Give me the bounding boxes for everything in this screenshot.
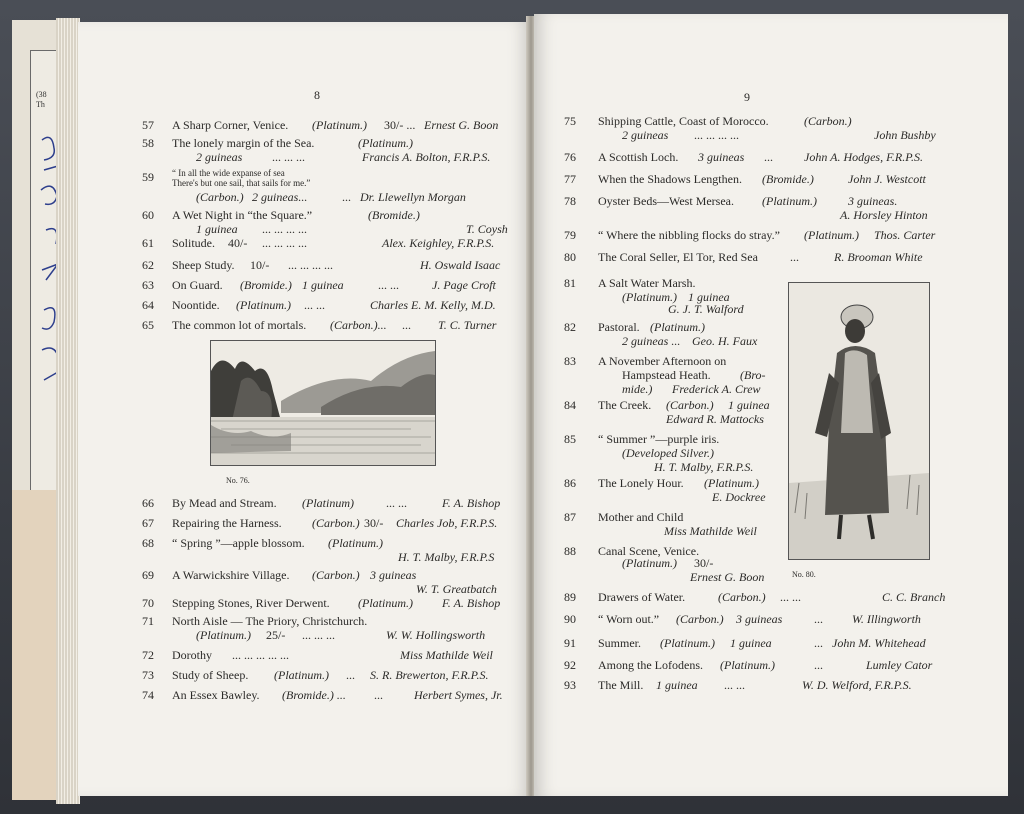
entry-title: Repairing the Harness. xyxy=(172,516,282,530)
entry-price: 1 guinea xyxy=(728,398,770,412)
entry-number: 86 xyxy=(564,476,576,490)
entry-leader: ... ... ... ... xyxy=(288,258,333,272)
entry-process: (Platinum.) xyxy=(358,136,413,150)
entry-leader: ... xyxy=(790,250,799,264)
entry-leader: ... xyxy=(374,688,383,702)
entry-number: 63 xyxy=(142,278,154,292)
entry-title: A Scottish Loch. xyxy=(598,150,679,164)
entry-author: Frederick A. Crew xyxy=(672,382,761,396)
entry-price: 2 guineas... xyxy=(252,190,308,204)
entry-number: 93 xyxy=(564,678,576,692)
entry-title: A Warwickshire Village. xyxy=(172,568,290,582)
entry-author: Alex. Keighley, F.R.P.S. xyxy=(382,236,495,250)
entry-author: John J. Westcott xyxy=(848,172,926,186)
entry-title: Among the Lofodens. xyxy=(598,658,703,672)
entry-price: 30/- ... xyxy=(384,118,416,132)
entry-process: (Platinum) xyxy=(302,496,354,510)
entry-author: H. Oswald Isaac xyxy=(420,258,501,272)
entry-author: Dr. Llewellyn Morgan xyxy=(360,190,466,204)
entry-leader: ... ... xyxy=(780,590,801,604)
entry-title: “ Spring ”—apple blossom. xyxy=(172,536,305,550)
entry-title: The Mill. xyxy=(598,678,644,692)
entry-price: 3 guineas xyxy=(736,612,783,626)
entry-author: Charles Job, F.R.P.S. xyxy=(396,516,498,530)
entry-process: (Bromide.) xyxy=(368,208,420,222)
catalog-entry xyxy=(564,544,804,586)
entry-number: 87 xyxy=(564,510,576,524)
entry-process: (Bromide.) xyxy=(762,172,814,186)
figure-illustration xyxy=(789,283,929,559)
entry-author: W. W. Hollingsworth xyxy=(386,628,486,642)
entry-title: The lonely margin of the Sea. xyxy=(172,136,315,150)
entry-number: 68 xyxy=(142,536,154,550)
entry-title: Pastoral. xyxy=(598,320,640,334)
entry-title-line2: There's but one sail, that sails for me.” xyxy=(172,178,311,188)
entry-process: (Bromide.) ... xyxy=(282,688,346,702)
entry-number: 88 xyxy=(564,544,576,558)
entry-number: 70 xyxy=(142,596,154,610)
entry-title: A Sharp Corner, Venice. xyxy=(172,118,289,132)
entry-price: 2 guineas ... xyxy=(622,334,681,348)
entry-number: 92 xyxy=(564,658,576,672)
entry-author: R. Brooman White xyxy=(834,250,923,264)
entry-process: (Platinum.) xyxy=(650,320,705,334)
entry-number: 71 xyxy=(142,614,154,628)
engraving-lake-landscape xyxy=(210,340,436,466)
entry-title: When the Shadows Lengthen. xyxy=(598,172,742,186)
entry-price: 2 guineas xyxy=(622,128,669,142)
catalog-entry xyxy=(142,568,522,596)
entry-title: Mother and Child xyxy=(598,510,684,524)
entry-leader: ... ... ... ... ... xyxy=(232,648,289,662)
entry-leader: ... ... ... ... xyxy=(694,128,739,142)
entry-number: 81 xyxy=(564,276,576,290)
entry-process: (Carbon.) xyxy=(312,568,360,582)
entry-author: W. D. Welford, F.R.P.S. xyxy=(802,678,912,692)
entry-leader: ... xyxy=(814,636,823,650)
entry-title: The Creek. xyxy=(598,398,652,412)
entry-leader: ... ... ... xyxy=(302,628,335,642)
entry-price: 1 guinea xyxy=(656,678,698,692)
entry-title: Oyster Beds—West Mersea. xyxy=(598,194,735,208)
entry-author: Lumley Cator xyxy=(866,658,933,672)
entry-number: 67 xyxy=(142,516,154,530)
entry-process: (Platinum.) xyxy=(236,298,291,312)
entry-process: (Carbon.) xyxy=(718,590,766,604)
entry-process-cont: mide.) xyxy=(622,382,653,396)
entry-process: (Bromide.) xyxy=(240,278,292,292)
entry-leader: ... ... ... ... xyxy=(262,222,307,236)
entry-number: 77 xyxy=(564,172,576,186)
entry-title: “ Worn out.” xyxy=(598,612,660,626)
left-page xyxy=(78,22,530,796)
entry-author: Ernest G. Boon xyxy=(690,570,765,584)
entry-number: 85 xyxy=(564,432,576,446)
lake-illustration xyxy=(211,341,435,465)
page-number: 9 xyxy=(744,90,750,104)
slip-label xyxy=(36,90,47,110)
catalog-entry xyxy=(564,432,804,474)
entry-title: A Salt Water Marsh. xyxy=(598,276,696,290)
entry-process: (Platinum.) xyxy=(804,228,859,242)
entry-author: H. T. Malby, F.R.P.S. xyxy=(654,460,754,474)
entry-title: The Lonely Hour. xyxy=(598,476,684,490)
entry-process: (Carbon.)... xyxy=(330,318,387,332)
page-number: 8 xyxy=(314,88,320,102)
entry-process: (Platinum.) xyxy=(720,658,775,672)
entry-title: North Aisle — The Priory, Christchurch. xyxy=(172,614,368,628)
entry-number: 69 xyxy=(142,568,154,582)
paste-stain xyxy=(12,490,60,800)
entry-title: Summer. xyxy=(598,636,642,650)
entry-title: A Wet Night in “the Square.” xyxy=(172,208,313,222)
entry-author: Francis A. Bolton, F.R.P.S. xyxy=(362,150,491,164)
entry-process: (Platinum.) xyxy=(274,668,329,682)
entry-author: S. R. Brewerton, F.R.P.S. xyxy=(370,668,489,682)
figure-caption: No. 80. xyxy=(792,570,816,579)
entry-author: Thos. Carter xyxy=(874,228,936,242)
entry-title: Noontide. xyxy=(172,298,220,312)
entry-process: (Carbon.) xyxy=(666,398,714,412)
entry-author: Miss Mathilde Weil xyxy=(400,648,493,662)
entry-process: (Platinum.) xyxy=(312,118,367,132)
catalog-entry xyxy=(142,614,522,642)
entry-process: (Platinum.) xyxy=(358,596,413,610)
entry-number: 73 xyxy=(142,668,154,682)
entry-number: 65 xyxy=(142,318,154,332)
entry-number: 60 xyxy=(142,208,154,222)
catalog-entry xyxy=(564,398,804,426)
entry-author: F. A. Bishop xyxy=(442,496,501,510)
entry-process: (Carbon.) xyxy=(804,114,852,128)
entry-author: W. Illingworth xyxy=(852,612,921,626)
entry-process: (Developed Silver.) xyxy=(622,446,714,460)
entry-author: Edward R. Mattocks xyxy=(666,412,764,426)
catalog-entry xyxy=(142,168,522,208)
entry-number: 74 xyxy=(142,688,154,702)
entry-author: A. Horsley Hinton xyxy=(840,208,928,222)
entry-number: 58 xyxy=(142,136,154,150)
entry-author: John A. Hodges, F.R.P.S. xyxy=(804,150,923,164)
slip-label-line2: Th xyxy=(36,100,45,109)
entry-process: (Platinum.) xyxy=(660,636,715,650)
entry-title: Dorothy xyxy=(172,648,212,662)
entry-process: (Carbon.) xyxy=(196,190,244,204)
entry-number: 75 xyxy=(564,114,576,128)
catalog-entry xyxy=(564,510,804,538)
catalog-entry xyxy=(564,194,984,222)
entry-number: 83 xyxy=(564,354,576,368)
entry-number: 59 xyxy=(142,170,154,184)
entry-leader: ... xyxy=(402,318,411,332)
catalog-entry xyxy=(142,208,522,236)
entry-process: (Platinum.) xyxy=(622,290,677,304)
entry-price: 2 guineas xyxy=(196,150,243,164)
entry-title: “ Where the nibbling flocks do stray.” xyxy=(598,228,780,242)
entry-number: 72 xyxy=(142,648,154,662)
entry-title: An Essex Bawley. xyxy=(172,688,260,702)
entry-leader: ... ... xyxy=(378,278,399,292)
entry-author: C. C. Branch xyxy=(882,590,946,604)
entry-title-line2: Hampstead Heath. xyxy=(622,368,711,382)
entry-author: F. A. Bishop xyxy=(442,596,501,610)
entry-author: Charles E. M. Kelly, M.D. xyxy=(370,298,496,312)
entry-title-line1: “ In all the wide expanse of sea xyxy=(172,168,285,178)
entry-number: 62 xyxy=(142,258,154,272)
entry-title: The Coral Seller, El Tor, Red Sea xyxy=(598,250,758,264)
entry-process: (Platinum.) xyxy=(622,556,677,570)
entry-author: G. J. T. Walford xyxy=(668,302,744,316)
entry-leader: ... xyxy=(346,668,355,682)
entry-leader: ... ... xyxy=(386,496,407,510)
entry-price: 1 guinea xyxy=(730,636,772,650)
entry-price: 3 guineas xyxy=(698,150,745,164)
entry-author: John Bushby xyxy=(874,128,936,142)
entry-leader: ... ... ... ... xyxy=(262,236,307,250)
entry-title: On Guard. xyxy=(172,278,223,292)
catalog-entry xyxy=(142,536,522,564)
entry-number: 66 xyxy=(142,496,154,510)
entry-number: 91 xyxy=(564,636,576,650)
entry-title: Shipping Cattle, Coast of Morocco. xyxy=(598,114,769,128)
entry-process: (Bro- xyxy=(740,368,766,382)
entry-author: T. C. Turner xyxy=(438,318,497,332)
entry-number: 79 xyxy=(564,228,576,242)
entry-title: The common lot of mortals. xyxy=(172,318,307,332)
entry-leader: ... xyxy=(814,612,823,626)
entry-leader: ... ... xyxy=(724,678,745,692)
entry-price: 10/- xyxy=(250,258,270,272)
entry-leader: ... xyxy=(764,150,773,164)
entry-author: Geo. H. Faux xyxy=(692,334,758,348)
entry-title: Solitude. xyxy=(172,236,216,250)
figure-caption: No. 76. xyxy=(226,476,250,485)
entry-number: 61 xyxy=(142,236,154,250)
slip-label-line1: (38 xyxy=(36,90,47,99)
entry-price: 40/- xyxy=(228,236,248,250)
entry-author: W. T. Greatbatch xyxy=(416,582,497,596)
entry-number: 84 xyxy=(564,398,576,412)
entry-author: Miss Mathilde Weil xyxy=(664,524,757,538)
entry-number: 80 xyxy=(564,250,576,264)
entry-author: Herbert Symes, Jr. xyxy=(414,688,503,702)
entry-author: H. T. Malby, F.R.P.S xyxy=(398,550,495,564)
entry-leader: ... ... xyxy=(304,298,325,312)
catalog-entry xyxy=(564,320,794,348)
entry-process: (Platinum.) xyxy=(762,194,817,208)
entry-price: 1 guinea xyxy=(302,278,344,292)
entry-title: Study of Sheep. xyxy=(172,668,249,682)
entry-process: (Platinum.) xyxy=(704,476,759,490)
entry-title: Sheep Study. xyxy=(172,258,235,272)
entry-title: By Mead and Stream. xyxy=(172,496,277,510)
entry-price: 30/- xyxy=(694,556,714,570)
catalog-entry xyxy=(564,276,794,318)
entry-leader: ... xyxy=(814,658,823,672)
entry-leader: ... xyxy=(342,190,351,204)
entry-author: T. Coysh xyxy=(466,222,508,236)
entry-number: 89 xyxy=(564,590,576,604)
catalog-entry xyxy=(564,476,804,504)
entry-number: 64 xyxy=(142,298,154,312)
entry-author: E. Dockree xyxy=(712,490,766,504)
entry-price: 1 guinea xyxy=(196,222,238,236)
entry-price: 3 guineas xyxy=(370,568,417,582)
entry-process: (Carbon.) xyxy=(312,516,360,530)
entry-process: (Carbon.) xyxy=(676,612,724,626)
entry-price: 25/- xyxy=(266,628,286,642)
entry-author: John M. Whitehead xyxy=(832,636,926,650)
inserted-slip xyxy=(12,20,61,800)
entry-title-line1: A November Afternoon on xyxy=(598,354,727,368)
page-edges xyxy=(56,18,80,804)
entry-number: 78 xyxy=(564,194,576,208)
entry-price: 3 guineas. xyxy=(848,194,898,208)
entry-author: Ernest G. Boon xyxy=(424,118,499,132)
engraving-coral-seller xyxy=(788,282,930,560)
entry-process: (Platinum.) xyxy=(196,628,251,642)
entry-title: Drawers of Water. xyxy=(598,590,686,604)
entry-title: Canal Scene, Venice. xyxy=(598,544,700,558)
entry-number: 82 xyxy=(564,320,576,334)
catalog-entry xyxy=(564,354,804,398)
entry-leader: ... ... ... xyxy=(272,150,305,164)
catalog-entry xyxy=(564,114,984,142)
entry-price: 1 guinea xyxy=(688,290,730,304)
entry-title: “ Summer ”—purple iris. xyxy=(598,432,720,446)
entry-author: J. Page Croft xyxy=(432,278,496,292)
entry-number: 90 xyxy=(564,612,576,626)
entry-number: 76 xyxy=(564,150,576,164)
entry-number: 57 xyxy=(142,118,154,132)
entry-title: Stepping Stones, River Derwent. xyxy=(172,596,330,610)
entry-price: 30/- xyxy=(364,516,384,530)
entry-process: (Platinum.) xyxy=(328,536,383,550)
right-page xyxy=(534,14,1008,796)
catalog-entry xyxy=(142,136,522,164)
